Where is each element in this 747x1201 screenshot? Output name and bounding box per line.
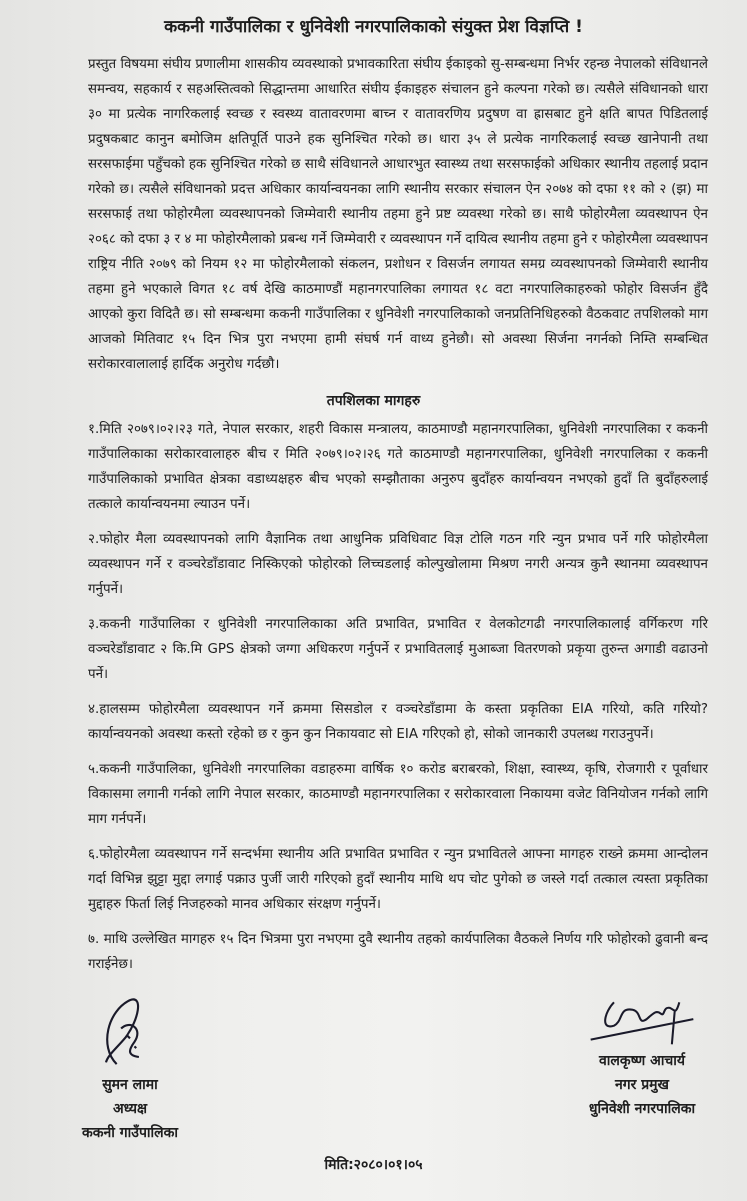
signature-block-right — [557, 993, 727, 1121]
intro-paragraph: प्रस्तुत विषयमा संघीय प्रणालीमा शासकीय व्यवस्थाको प्रभावकारिता संघीय ईकाइको सु-सम्बन्धमा निर्भर रहन्छ नेपालको संविधानले समन्वय, सहकार्य र सहअस्तित्वको सिद्धान्तमा आधारित संघीय ईकाइहरु संचालन हुने कल्पना गरेको छ। त्यसैले संविधानको धारा ३० मा प्रत्येक नागरिकलाई स्वच्छ र स्वस्थ्य वातावरणमा बाच्न र वातावरणिय प्रदुषण वा ह्रासबाट हुने क्षति बापत पिडितलाई प्रदुषकबाट कानुन बमोजिम क्षतिपूर्ति पाउने हक सुनिश्चित गरेको छ। धारा ३५ ले प्रत्येक नागरिकलाई स्वच्छ खानेपानी तथा सरसफाईमा पहुँचको हक सुनिश्चित गरेको छ साथै संविधानले आधारभुत स्वास्थ्य तथा सरसफाईको अधिकार स्थानीय तहलाई प्रदान गरेको छ। त्यसैले संविधानको प्रदत्त अधिकार कार्यान्वयनका लागि स्थानीय सरकार संचालन ऐन २०७४ को दफा ११ को २ (झ) मा सरसफाई तथा फोहोरमैला व्यवस्थापनको जिम्मेवारी स्थानीय तहमा हुने प्रष्ट व्यवस्था गरेको छ। साथै फोहोरमैला व्यवस्थापन ऐन २०६८ को दफा ३ र ४ मा फोहोरमैलाको प्रबन्ध गर्ने जिम्मेवारी र व्यवस्थापन गर्ने दायित्व स्थानीय तहमा हुने र फोहोरमैला व्यवस्थापन राष्ट्रिय नीति २०७९ को नियम १२ मा फोहोरमैलाको संकलन, प्रशोधन र विसर्जन लगायत समग्र व्यवस्थापनको जिम्मेवारी स्थानीय तहमा हुने भएकाले विगत १८ वर्ष देखि काठमाण्डौं महानगरपालिका लगायत १८ वटा नगरपालिकाहरुको फोहोर विसर्जन हुँदै आएको कुरा विदितै छ। सो सम्बन्धमा ककनी गाउँपालिका र धुनिवेशी नगरपालिकाको जनप्रतिनिधिहरुको वैठकवाट तपशिलको माग आजको मितिवाट १५ दिन भित्र पुरा नभएमा हामी संघर्ष गर्न वाध्य हुनेछौ। सो अवस्था सिर्जना नगर्नको निम्ति सम्बन्धित सरोकारवालालाई हार्दिक अनुरोध गर्दछौ। — [88, 57, 708, 372]
signatory-left-role: अध्यक्ष — [112, 1101, 148, 1117]
demand-item-3: ३.ककनी गाउँपालिका र धुनिवेशी नगरपालिकाका अति प्रभावित, प्रभावित र वेलकोटगढी नगरपालिकालाई वर्गिकरण गरि वञ्चरेडाँडावाट २ कि.मि GPS क्षेत्रको जग्गा अधिकरण गर्नुपर्ने र प्रभावितलाई मुआब्जा वितरणको प्रकृया तुरुन्त अगाडी वढाउनो पर्ने। — [88, 617, 708, 682]
demand-item-7: ७. माथि उल्लेखित मागहरु १५ दिन भित्रमा पुरा नभएमा दुवै स्थानीय तहको कार्यपालिका वैठकले निर्णय गरि फोहोरको ढुवानी बन्द गराईनेछ। — [88, 932, 708, 972]
document-date: मिति:२०८०।०१।०५ — [324, 1157, 423, 1173]
signatory-right-office: धुनिवेशी नगरपालिका — [588, 1101, 696, 1117]
signatory-right — [557, 1049, 727, 1121]
demand-item-2: २.फोहोर मैला व्यवस्थापनको लागि वैज्ञानिक तथा आधुनिक प्रविधिवाट विज्ञ टोलि गठन गरि न्युन प्रभाव पर्ने गरि फोहोरमैला व्यवस्थापन गर्ने र वञ्चरेडाँडावाट निस्किएको फोहोरको लिच्चडलाई कोल्पुखोलामा मिश्रण नगरी अन्यत्र कुनै स्थानमा व्यवस्थापन गर्नुपर्ने। — [88, 532, 708, 597]
signatory-right-name: वालकृष्ण आचार्य — [598, 1053, 686, 1069]
signature-block-left — [50, 993, 210, 1145]
signatory-left — [50, 1073, 210, 1145]
demands-heading: तपशिलका मागहरु — [326, 393, 421, 409]
signatory-right-role: नगर प्रमुख — [614, 1077, 670, 1093]
demand-item-6: ६.फोहोरमैला व्यवस्थापन गर्ने सन्दर्भमा स्थानीय अति प्रभावित प्रभावित र न्युन प्रभावितले आफ्ना मागहरु राख्ने क्रममा आन्दोलन गर्दा विभिन्न झुट्टा मुद्दा लगाई पक्राउ पुर्जी जारी गरिएको हुदाँ स्थानीय माथि थप चोट पुगेको छ जस्ले गर्दा तत्काल त्यस्ता प्रकृतिका मुद्दाहरु फिर्ता लिई निजहरुको मानव अधिकार संरक्षण गर्नुपर्ने। — [88, 847, 708, 912]
demand-item-5: ५.ककनी गाउँपालिका, धुनिवेशी नगरपालिका वडाहरुमा वार्षिक १० करोड बराबरको, शिक्षा, स्वास्थ्य, कृषि, रोजगारी र पूर्वाधार विकासमा लगानी गर्नको लागि नेपाल सरकार, काठमाण्डौ महानगरपालिका र सरोकारवाला निकायमा वजेट विनियोजन गर्नको लागि माग गर्नपर्ने। — [88, 762, 708, 827]
demand-item-4: ४.हालसम्म फोहोरमैला व्यवस्थापन गर्ने क्रममा सिसडोल र वञ्चरेडाँडामा के कस्ता प्रकृतिका EIA गरियो, कति गरियो? कार्यान्वयनको अवस्था कस्तो रहेको छ र कुन कुन निकायवाट सो EIA गरिएको हो, सोको जानकारी उपलब्ध गराउनुपर्ने। — [88, 702, 708, 742]
signatory-left-name: सुमन लामा — [102, 1077, 158, 1093]
signatory-left-office: ककनी गाउँपालिका — [81, 1125, 179, 1141]
signature-left-image — [85, 993, 175, 1073]
document-title: ककनी गाउँपालिका र धुनिवेशी नगरपालिकाको संयुक्त प्रेश विज्ञप्ति ! — [164, 17, 583, 37]
signature-row — [50, 993, 727, 1145]
signature-right-image — [582, 993, 702, 1049]
demand-item-1: १.मिति २०७९।०२।२३ गते, नेपाल सरकार, शहरी विकास मन्त्रालय, काठमाण्डौ महानगरपालिका, धुनिवेशी नगरपालिका र ककनी गाउँपालिकाका सरोकारवालाहरु बीच र मिति २०७९।०२।२६ गते काठमाण्डौ महानगरपालिका, धुनिवेशी नगरपालिका र ककनी गाउँपालिकाको प्रभावित क्षेत्रका वडाध्यक्षहरु बीच भएको सम्झौताका अनुरुप बुदाँहरु कार्यान्वयन नभएको हुदाँ ति बुदाँहरुलाई तत्काले कार्यान्वयनमा ल्याउन पर्ने। — [88, 422, 708, 512]
